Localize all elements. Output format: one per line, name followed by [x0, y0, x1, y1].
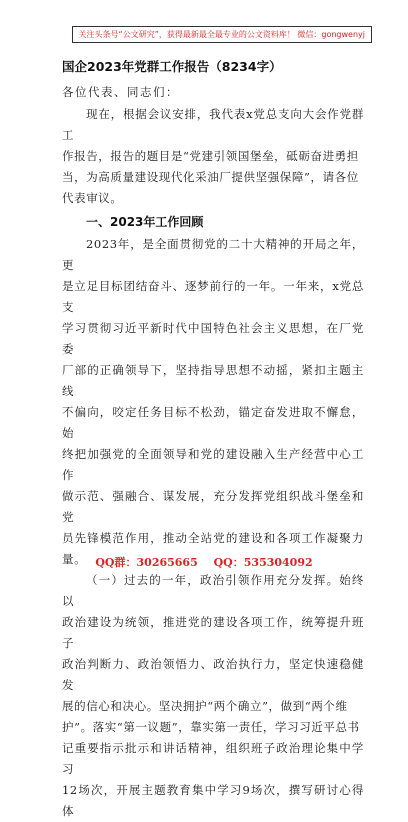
text-line: 是立足目标团结奋斗、逐梦前行的一年。一年来，x党总支 [62, 279, 364, 314]
footer-contact [0, 554, 408, 570]
text-line: 政治判断力、政治领悟力、政治执行力，坚定快速稳健发 [62, 657, 364, 692]
text-line: 2023年，是全面贯彻党的二十大精神的开局之年，更 [62, 237, 364, 272]
document-title: 国企2023年党群工作报告（8234字） [62, 59, 282, 74]
text-line: 代表审议。 [62, 191, 123, 205]
text-line: 护”。落实“第一议题”，靠实第一责任，学习习近平总书 [62, 720, 360, 734]
document-body [62, 58, 364, 822]
text-line: 12场次，开展主题教育集中学习9场次，撰写研讨心得体 [62, 783, 364, 818]
qq-number: QQ：535304092 [213, 556, 313, 569]
review-paragraph [62, 234, 364, 570]
text-line: 厂部的正确领导下，坚持指导思想不动摇，紧扣主题主线 [62, 363, 364, 398]
text-line: （一）过去的一年，政治引领作用充分发挥。始终以 [62, 573, 364, 608]
text-line: 终把加强党的全面领导和党的建设融入生产经营中心工作 [62, 447, 364, 482]
text-line: 政治建设为统领，推进党的建设各项工作，统筹提升班子 [62, 615, 364, 650]
text-line: 当，为高质量建设现代化采油厂提供坚强保障”，请各位 [62, 170, 359, 184]
promo-banner: 关注头条号“公文研究”，获得最新最全最专业的公文资料库！ 微信：gongwenyj [72, 26, 372, 43]
text-line: 做示范、强融合、谋发展，充分发挥党组织战斗堡垒和党 [62, 489, 364, 524]
text-line: 展的信心和决心。坚决拥护“两个确立”，做到“两个维 [62, 699, 348, 713]
text-line: 现在，根据会议安排，我代表x党总支向大会作党群工 [62, 107, 364, 142]
salutation: 各位代表、同志们： [62, 85, 179, 99]
text-line: 不偏向，咬定任务目标不松劲，锚定奋发进取不懈怠，始 [62, 405, 364, 440]
intro-paragraph [62, 104, 364, 209]
text-line: 作报告，报告的题目是“党建引领国堡垒，砥砺奋进勇担 [62, 149, 359, 163]
text-line: 学习贯彻习近平新时代中国特色社会主义思想，在厂党委 [62, 321, 364, 356]
text-line: 记重要指示批示和讲话精神，组织班子政治理论集中学习 [62, 741, 364, 776]
text-line: 员先锋模范作用，推动全站党的建设和各项工作凝聚力量。 [62, 531, 364, 566]
qq-group: QQ群：30265665 [95, 556, 198, 569]
political-paragraph [62, 570, 364, 822]
section-heading: 一、2023年工作回顾 [86, 215, 204, 229]
